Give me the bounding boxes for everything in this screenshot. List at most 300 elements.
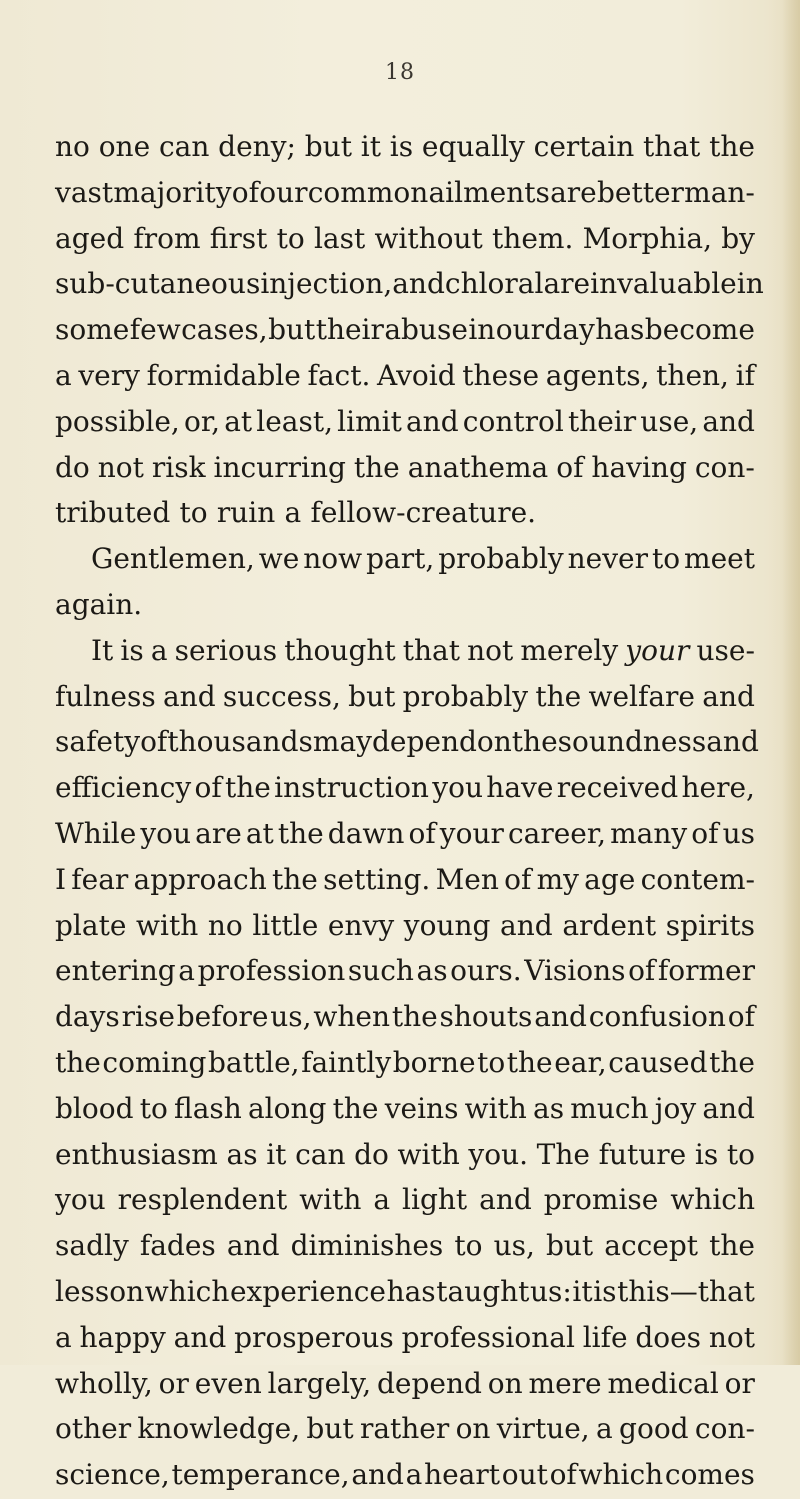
text-word: faintly bbox=[301, 1045, 392, 1079]
text-line bbox=[55, 171, 755, 217]
text-word: merely bbox=[520, 633, 619, 667]
text-word: enthusiasm bbox=[55, 1137, 218, 1171]
text-line bbox=[55, 125, 755, 171]
text-word: common bbox=[307, 175, 429, 209]
text-word: a bbox=[373, 1183, 391, 1217]
text-word: no bbox=[207, 908, 243, 942]
text-word: the bbox=[277, 816, 324, 850]
text-word: fact. bbox=[307, 358, 371, 392]
text-word: rather bbox=[359, 1412, 450, 1446]
text-word: days bbox=[55, 1000, 120, 1034]
text-word: your bbox=[439, 816, 504, 850]
text-word: meet bbox=[684, 542, 755, 576]
text-line bbox=[55, 1362, 755, 1408]
text-word: of bbox=[408, 816, 436, 850]
text-word: which bbox=[578, 1458, 664, 1492]
text-line bbox=[55, 1270, 755, 1316]
text-word: on bbox=[487, 1366, 523, 1400]
text-word: of bbox=[504, 862, 532, 896]
text-word: one bbox=[98, 130, 151, 163]
text-word: from bbox=[133, 221, 201, 255]
text-word: no bbox=[55, 130, 90, 163]
text-word: heart bbox=[424, 1458, 501, 1492]
text-word: possible, bbox=[55, 404, 180, 438]
text-word: are bbox=[543, 267, 591, 301]
text-word: this—that bbox=[617, 1274, 755, 1308]
text-word: Avoid bbox=[377, 358, 456, 392]
text-word: but bbox=[545, 1229, 594, 1263]
text-word: many bbox=[610, 816, 688, 850]
text-word: we bbox=[258, 542, 300, 576]
text-word: battle, bbox=[208, 1045, 300, 1079]
text-word: them. bbox=[492, 221, 574, 255]
text-word: you bbox=[55, 1183, 106, 1217]
text-word: ruin bbox=[216, 496, 276, 530]
text-word: that bbox=[402, 633, 460, 667]
text-word: taught bbox=[436, 1274, 530, 1308]
text-word: our bbox=[259, 175, 308, 209]
text-word: temperance, bbox=[171, 1458, 350, 1492]
text-word: a bbox=[178, 954, 195, 988]
text-word: Gentlemen, bbox=[91, 542, 255, 576]
text-word: a bbox=[55, 358, 72, 392]
text-word: and bbox=[162, 679, 216, 713]
text-word: thought bbox=[284, 633, 396, 667]
text-line bbox=[55, 446, 755, 492]
text-word: it bbox=[572, 1274, 593, 1308]
text-word: or bbox=[158, 1366, 189, 1400]
text-word: a bbox=[150, 633, 168, 667]
text-word: Men bbox=[435, 862, 499, 896]
text-line bbox=[55, 766, 755, 812]
text-word: envy bbox=[327, 908, 395, 942]
text-line bbox=[55, 491, 755, 537]
text-word: and bbox=[702, 404, 755, 438]
text-word: our bbox=[495, 313, 544, 347]
text-word: the bbox=[353, 450, 400, 484]
text-word: before bbox=[176, 1000, 269, 1034]
text-word: as bbox=[533, 1091, 565, 1125]
text-word: profession bbox=[197, 954, 346, 988]
text-word: fellow-creature. bbox=[310, 496, 537, 530]
text-word: their bbox=[567, 404, 637, 438]
text-word: you bbox=[432, 771, 483, 805]
text-word: fades bbox=[139, 1229, 216, 1263]
text-word: of bbox=[194, 771, 222, 805]
text-word: along bbox=[247, 1091, 327, 1125]
text-word: entering bbox=[55, 954, 176, 988]
text-word: serious bbox=[174, 633, 278, 667]
text-line bbox=[55, 262, 764, 308]
text-word: do bbox=[354, 1137, 389, 1171]
text-line bbox=[55, 1316, 755, 1362]
text-word: majority bbox=[113, 175, 232, 209]
text-word: Visions bbox=[524, 954, 626, 988]
text-word: formidable bbox=[146, 358, 301, 392]
text-word: spirits bbox=[665, 908, 755, 942]
text-word: are bbox=[195, 816, 242, 850]
text-word: agents, bbox=[545, 358, 650, 392]
text-word: sadly bbox=[55, 1229, 129, 1263]
text-word: here, bbox=[681, 771, 755, 805]
text-word: may bbox=[312, 725, 372, 759]
text-word: few bbox=[129, 313, 181, 347]
text-word: efficiency bbox=[55, 771, 192, 805]
text-word: then, bbox=[656, 358, 729, 392]
text-word: ailments bbox=[428, 175, 550, 209]
text-word: con- bbox=[694, 1412, 755, 1446]
text-word: mere bbox=[528, 1366, 602, 1400]
text-word: largely, bbox=[267, 1366, 372, 1400]
text-word: probably bbox=[438, 542, 564, 576]
text-word: out bbox=[501, 1458, 548, 1492]
text-word: prosperous bbox=[234, 1320, 394, 1354]
page-edge-shadow bbox=[782, 0, 800, 1365]
text-word: success, bbox=[222, 679, 341, 713]
text-word: depend bbox=[371, 725, 477, 759]
text-word: to bbox=[276, 221, 305, 255]
text-line bbox=[55, 308, 755, 354]
text-word: never bbox=[567, 542, 649, 576]
text-word: wholly, bbox=[55, 1366, 153, 1400]
text-word: confusion bbox=[588, 1000, 726, 1034]
text-word: of bbox=[140, 725, 168, 759]
text-line bbox=[55, 1407, 755, 1453]
text-word: and bbox=[351, 1458, 404, 1492]
text-word: diminishes bbox=[290, 1229, 444, 1263]
text-word: medical bbox=[607, 1366, 719, 1400]
text-word: with bbox=[299, 1183, 362, 1217]
text-word: little bbox=[252, 908, 319, 942]
text-word: the bbox=[506, 1045, 553, 1079]
text-word: use- bbox=[696, 633, 755, 667]
text-word: resplendent bbox=[117, 1183, 288, 1217]
text-word: con- bbox=[694, 450, 755, 484]
text-word: does bbox=[635, 1320, 702, 1354]
text-word: has bbox=[386, 1274, 436, 1308]
text-word: flash bbox=[174, 1091, 242, 1125]
text-word: It bbox=[91, 633, 114, 667]
text-word: to bbox=[477, 1045, 506, 1079]
text-word: as bbox=[226, 1137, 258, 1171]
text-word: virtue, bbox=[496, 1412, 590, 1446]
text-word: day bbox=[544, 313, 595, 347]
text-word: if bbox=[735, 358, 755, 392]
text-word: much bbox=[570, 1091, 649, 1125]
text-word: and bbox=[405, 404, 459, 438]
text-word: us bbox=[722, 816, 755, 850]
text-word: and bbox=[479, 1183, 532, 1217]
text-word: these bbox=[462, 358, 540, 392]
text-word: and bbox=[500, 908, 553, 942]
text-word: to bbox=[651, 542, 681, 576]
text-word: former bbox=[657, 954, 755, 988]
text-word: and bbox=[173, 1320, 227, 1354]
text-word: in bbox=[468, 313, 496, 347]
text-word: professional bbox=[401, 1320, 575, 1354]
text-line bbox=[55, 1453, 755, 1499]
text-word: the bbox=[55, 1045, 101, 1079]
text-word: ear, bbox=[554, 1045, 607, 1079]
text-word: man- bbox=[684, 175, 755, 209]
text-word: of bbox=[549, 1458, 577, 1492]
text-word: first bbox=[209, 221, 268, 255]
text-word: not bbox=[708, 1320, 755, 1354]
text-word: and bbox=[702, 679, 755, 713]
text-word: rise bbox=[121, 1000, 175, 1034]
text-word: you bbox=[140, 816, 192, 850]
text-word: by bbox=[721, 221, 755, 255]
text-word: of bbox=[556, 450, 584, 484]
text-word: age bbox=[584, 862, 636, 896]
text-word: us, bbox=[270, 1000, 312, 1034]
text-word: that bbox=[643, 130, 701, 163]
text-word: caused bbox=[608, 1045, 708, 1079]
text-word: received bbox=[556, 771, 679, 805]
text-line bbox=[55, 400, 755, 446]
text-word: can bbox=[158, 130, 210, 163]
text-word: abuse bbox=[384, 313, 468, 347]
text-word: to bbox=[726, 1137, 755, 1171]
text-word: but bbox=[304, 130, 352, 163]
text-word: risk bbox=[151, 450, 206, 484]
text-word: aged bbox=[55, 221, 125, 255]
text-word: a bbox=[405, 1458, 423, 1492]
text-word: even bbox=[194, 1366, 262, 1400]
text-word: career, bbox=[507, 816, 607, 850]
text-word: very bbox=[78, 358, 140, 392]
text-word: their bbox=[315, 313, 384, 347]
text-word: on bbox=[455, 1412, 491, 1446]
text-word: the bbox=[391, 1000, 438, 1034]
text-word: The bbox=[536, 1137, 590, 1171]
text-word: or bbox=[724, 1366, 755, 1400]
text-word: setting. bbox=[323, 862, 431, 896]
text-word: fulness bbox=[55, 679, 156, 713]
text-word: is bbox=[593, 1274, 617, 1308]
text-line bbox=[55, 995, 755, 1041]
text-word: deny; bbox=[218, 130, 296, 163]
text-word: with bbox=[136, 908, 199, 942]
text-word: incurring bbox=[213, 450, 346, 484]
text-word: sub-cutaneous bbox=[55, 267, 261, 301]
text-word: anathema bbox=[407, 450, 549, 484]
text-word: other bbox=[55, 1412, 132, 1446]
text-word: of bbox=[231, 175, 260, 209]
text-word: part, bbox=[366, 542, 435, 576]
text-word: approach bbox=[133, 862, 267, 896]
text-word: us, bbox=[493, 1229, 535, 1263]
text-word: you. bbox=[468, 1137, 529, 1171]
text-word: and bbox=[702, 1091, 755, 1125]
text-word: accept bbox=[604, 1229, 699, 1263]
text-word: the bbox=[271, 862, 318, 896]
text-word: vast bbox=[55, 175, 114, 209]
text-word: ours. bbox=[450, 954, 522, 988]
text-word: welfare bbox=[588, 679, 696, 713]
text-word: of bbox=[727, 1000, 755, 1034]
text-word: not bbox=[467, 633, 514, 667]
text-word: thousands bbox=[167, 725, 313, 759]
text-word: without bbox=[374, 221, 483, 255]
text-word: shouts bbox=[439, 1000, 533, 1034]
text-line bbox=[55, 629, 755, 675]
text-word: life bbox=[582, 1320, 628, 1354]
text-word: on bbox=[476, 725, 512, 759]
text-word: the bbox=[535, 679, 582, 713]
text-word: become bbox=[644, 313, 755, 347]
text-word: the bbox=[709, 1045, 755, 1079]
text-word: to bbox=[454, 1229, 483, 1263]
text-word: tributed bbox=[55, 496, 171, 530]
text-word: While bbox=[55, 816, 137, 850]
text-word: of bbox=[628, 954, 656, 988]
text-line bbox=[55, 217, 755, 263]
text-word: blood bbox=[55, 1091, 134, 1125]
text-line bbox=[55, 858, 755, 904]
text-word: have bbox=[486, 771, 554, 805]
text-word: injection, bbox=[260, 267, 393, 301]
text-word: future bbox=[598, 1137, 687, 1171]
text-word: comes bbox=[664, 1458, 755, 1492]
text-word: chloral bbox=[444, 267, 544, 301]
text-word: contem- bbox=[640, 862, 755, 896]
text-word: do bbox=[55, 450, 90, 484]
text-word: some bbox=[55, 313, 130, 347]
text-word: the bbox=[511, 725, 558, 759]
text-word: coming bbox=[102, 1045, 207, 1079]
text-line bbox=[55, 949, 755, 995]
text-word: your bbox=[625, 633, 690, 667]
text-word: again. bbox=[55, 587, 143, 621]
text-word: invaluable bbox=[590, 267, 737, 301]
text-word: is bbox=[120, 633, 144, 667]
text-line bbox=[55, 675, 755, 721]
text-word: probably bbox=[402, 679, 529, 713]
text-word: promise bbox=[543, 1183, 659, 1217]
text-word: use, bbox=[640, 404, 699, 438]
text-word: knowledge, bbox=[137, 1412, 301, 1446]
text-line bbox=[55, 1041, 755, 1087]
text-word: are bbox=[550, 175, 597, 209]
text-word: but bbox=[268, 313, 316, 347]
text-word: lesson bbox=[55, 1274, 145, 1308]
text-word: equally bbox=[421, 130, 525, 163]
text-word: which bbox=[144, 1274, 230, 1308]
text-word: borne bbox=[392, 1045, 476, 1079]
text-line bbox=[55, 1224, 755, 1270]
text-line bbox=[55, 1133, 755, 1179]
text-word: it bbox=[266, 1137, 287, 1171]
text-word: but bbox=[306, 1412, 354, 1446]
body-text bbox=[55, 125, 764, 1499]
text-line bbox=[55, 1178, 755, 1224]
text-word: cases, bbox=[181, 313, 268, 347]
text-word: dawn bbox=[327, 816, 405, 850]
text-word: instruction bbox=[274, 771, 429, 805]
text-word: joy bbox=[654, 1091, 697, 1125]
text-word: and bbox=[392, 267, 445, 301]
text-word: such bbox=[347, 954, 414, 988]
text-word: and bbox=[534, 1000, 587, 1034]
text-word: safety bbox=[55, 725, 141, 759]
text-word: my bbox=[536, 862, 579, 896]
text-line bbox=[55, 1087, 755, 1133]
text-word: it bbox=[360, 130, 381, 163]
text-word: plate bbox=[55, 908, 127, 942]
text-word: fear bbox=[71, 862, 129, 896]
text-line bbox=[55, 583, 755, 629]
text-word: light bbox=[402, 1183, 468, 1217]
text-word: to bbox=[139, 1091, 168, 1125]
text-word: which bbox=[670, 1183, 755, 1217]
text-word: or, bbox=[183, 404, 221, 438]
text-word: is bbox=[694, 1137, 719, 1171]
text-word: the bbox=[332, 1091, 379, 1125]
page-number: 18 bbox=[385, 60, 415, 85]
text-word: happy bbox=[79, 1320, 166, 1354]
text-word: science, bbox=[55, 1458, 170, 1492]
text-word: better bbox=[596, 175, 684, 209]
text-word: to bbox=[179, 496, 208, 530]
text-word: at bbox=[224, 404, 253, 438]
text-word: can bbox=[295, 1137, 346, 1171]
text-word: is bbox=[389, 130, 414, 163]
text-word: limit bbox=[337, 404, 402, 438]
text-word: the bbox=[709, 130, 755, 163]
text-word: last bbox=[313, 221, 366, 255]
text-word: a bbox=[596, 1412, 613, 1446]
text-word: veins bbox=[384, 1091, 459, 1125]
text-word: soundness bbox=[557, 725, 707, 759]
text-word: as bbox=[416, 954, 448, 988]
text-line bbox=[55, 354, 755, 400]
text-word: when bbox=[313, 1000, 390, 1034]
text-word: experience bbox=[229, 1274, 387, 1308]
text-line bbox=[55, 537, 755, 583]
text-word: and bbox=[226, 1229, 280, 1263]
text-word: I bbox=[55, 862, 67, 896]
text-word: least, bbox=[256, 404, 334, 438]
text-line bbox=[55, 812, 755, 858]
text-word: the bbox=[709, 1229, 755, 1263]
text-line bbox=[55, 720, 759, 766]
text-word: having bbox=[591, 450, 687, 484]
text-word: and bbox=[706, 725, 759, 759]
text-word: us: bbox=[530, 1274, 572, 1308]
text-line bbox=[55, 904, 755, 950]
text-word: of bbox=[691, 816, 719, 850]
text-word: the bbox=[225, 771, 271, 805]
text-word: with bbox=[464, 1091, 527, 1125]
text-word: with bbox=[397, 1137, 460, 1171]
text-word: Morphia, bbox=[582, 221, 712, 255]
text-word: good bbox=[619, 1412, 689, 1446]
text-word: ardent bbox=[562, 908, 657, 942]
text-word: not bbox=[97, 450, 144, 484]
text-word: depend bbox=[376, 1366, 482, 1400]
text-word: has bbox=[595, 313, 645, 347]
text-word: a bbox=[284, 496, 302, 530]
text-word: but bbox=[348, 679, 396, 713]
text-word: young bbox=[403, 908, 491, 942]
text-word: control bbox=[462, 404, 564, 438]
text-word: at bbox=[245, 816, 274, 850]
text-word: certain bbox=[533, 130, 635, 163]
text-word: a bbox=[55, 1320, 72, 1354]
text-word: in bbox=[736, 267, 764, 301]
text-word: now bbox=[303, 542, 363, 576]
